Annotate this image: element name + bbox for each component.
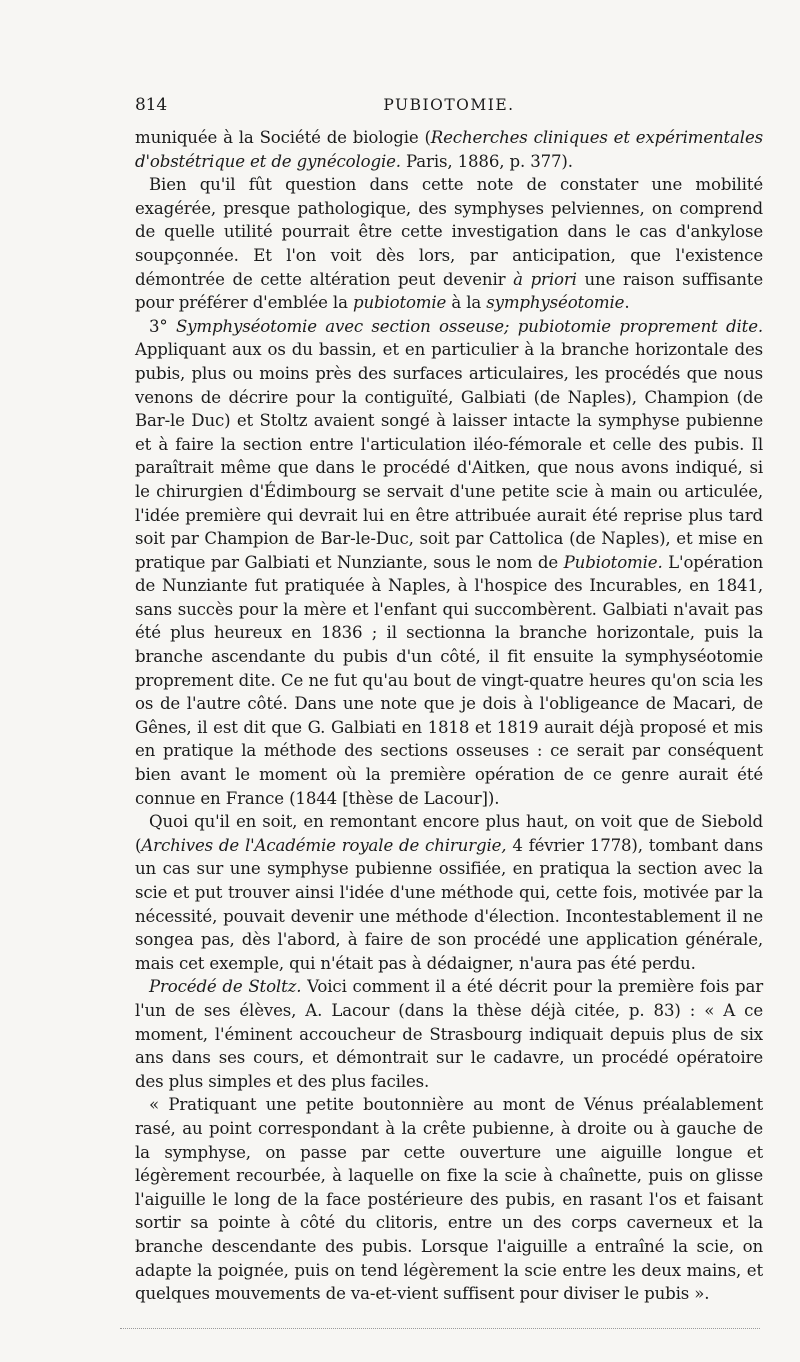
bottom-dotted-rule [120,1328,760,1329]
paragraph-section-3 [135,315,763,810]
italic-term: à priori [513,269,577,289]
paragraph-continuation [135,126,763,173]
subheading: Procédé de Stoltz. [149,977,302,997]
paragraph-siebold [135,810,763,975]
document-page [135,94,763,1306]
paragraph-mobility [135,173,763,315]
text-run: 4 février 1778), tombant dans un cas sur une symphyse pubienne ossifiée, en pratiqua la section avec la scie et put trouver ainsi l'idée d'une méthode qui, cette fois, motivée par la nécessité, pouvait devenir une méthode d'élection. Incontestablement il ne songea pas, dès l'abord, à faire de son procédé une application générale, mais cet exemple, qui n'était pas à dédaigner, n'aura pas été perdu. [135,835,763,973]
text-run: Paris, 1886, p. 377). [400,151,573,171]
citation-title: Archives de l'Académie royale de chirurgie, [141,835,507,855]
italic-term: Pubiotomie. [563,552,663,572]
text-run: . [624,293,630,313]
text-run: Appliquant aux os du bassin, et en particulier à la branche horizontale des pubis, plus ou moins près des surfaces articulaires, les procédés que nous venons de décrire pour la contiguïté, Galbiati (de Naples), Champion (de Bar-le Duc) et Stoltz avaient songé à laisser intacte la symphyse pubienne et à faire la section entre l'articulation iléo-fémorale et celle des pubis. Il paraîtrait même que dans le procédé d'Aitken, que nous avons indiqué, si le chirurgien d'Édimbourg se servait d'une petite scie à main ou articulée, l'idée première qui devrait lui en être attribuée aurait été reprise plus tard soit par Champion de Bar-le-Duc, soit par Cattolica (de Naples), et mise en pratique par Galbiati et Nunziante, sous le nom de [135,340,763,572]
text-run: muniquée à la Société de biologie ( [135,128,431,147]
page-header [135,94,763,124]
italic-term: pubiotomie [352,293,447,313]
citation-title: Recherches cliniques et expérimentales d'obstétrique et de gynécologie. [135,128,763,171]
text-run: Voici comment il a été décrit pour la première fois par l'un de ses élèves, A. Lacour (dans la thèse déjà citée, p. 83) : « A ce moment, l'éminent accoucheur de Strasbourg indiquait depuis plus de six ans dans ses cours, et démontrait sur le cadavre, un procédé opératoire des plus simples et des plus faciles. [135,977,763,1091]
text-run: à la [446,293,487,313]
text-run: L'opération de Nunziante fut pratiquée à Naples, à l'hospice des Incurables, en 1841, sans succès pour la mère et l'enfant qui succombèrent. Galbiati n'avait pas été plus heureux en 1836 ; il sectionna la branche horizontale, puis la branche ascendante du pubis d'un côté, il fit ensuite la symphyséotomie proprement dite. Ce ne fut qu'au bout de vingt-quatre heures qu'on scia les os de l'autre côté. Dans une note que je dois à l'obligeance de Macari, de Gênes, il est dit que G. Galbiati en 1818 et 1819 aurait déjà proposé et mis en pratique la méthode des sections osseuses : ce serait par conséquent bien avant le moment où la première opération de ce genre aurait été connue en France (1844 [thèse de Lacour]). [135,552,764,808]
text-run: Bien qu'il fût question dans cette note de constater une mobilité exagérée, presque pathologique, des symphyses pelviennes, on comprend de quelle utilité pourrait être cette investigation dans le cas d'ankylose soupçonnée. Et l'on voit dès lors, par anticipation, que l'existence démontrée de cette altération peut devenir [135,175,763,289]
italic-term: symphyséotomie [486,293,625,313]
section-heading: Symphyséotomie avec section osseuse; pubiotomie proprement dite. [175,316,763,336]
section-number: 3° [149,316,176,336]
page-number: 814 [135,95,167,115]
paragraph-stoltz [135,975,763,1093]
text-run: une raison suffisante pour préférer d'emblée la [135,269,763,313]
running-title: PUBIOTOMIE. [383,96,515,114]
text-run: Quoi qu'il en soit, en remontant encore plus haut, on voit que de Siebold ( [135,812,763,855]
text-run: « Pratiquant une petite boutonnière au mont de Vénus préalablement rasé, au point correspondant à la crête pubienne, à droite ou à gauche de la symphyse, on passe par cette ouverture une aiguille longue et légèrement recourbée, à laquelle on fixe la scie à chaînette, puis on glisse l'aiguille le long de la face postérieure des pubis, en rasant l'os et faisant sortir sa pointe à côté du clitoris, entre un des corps caverneux et la branche descendante des pubis. Lorsque l'aiguille a entraîné la scie, on adapte la poignée, puis on tend légèrement la scie entre les deux mains, et quelques mouvements de va-et-vient suffisent pour diviser le pubis ». [135,1095,763,1304]
paragraph-quotation [135,1093,763,1305]
